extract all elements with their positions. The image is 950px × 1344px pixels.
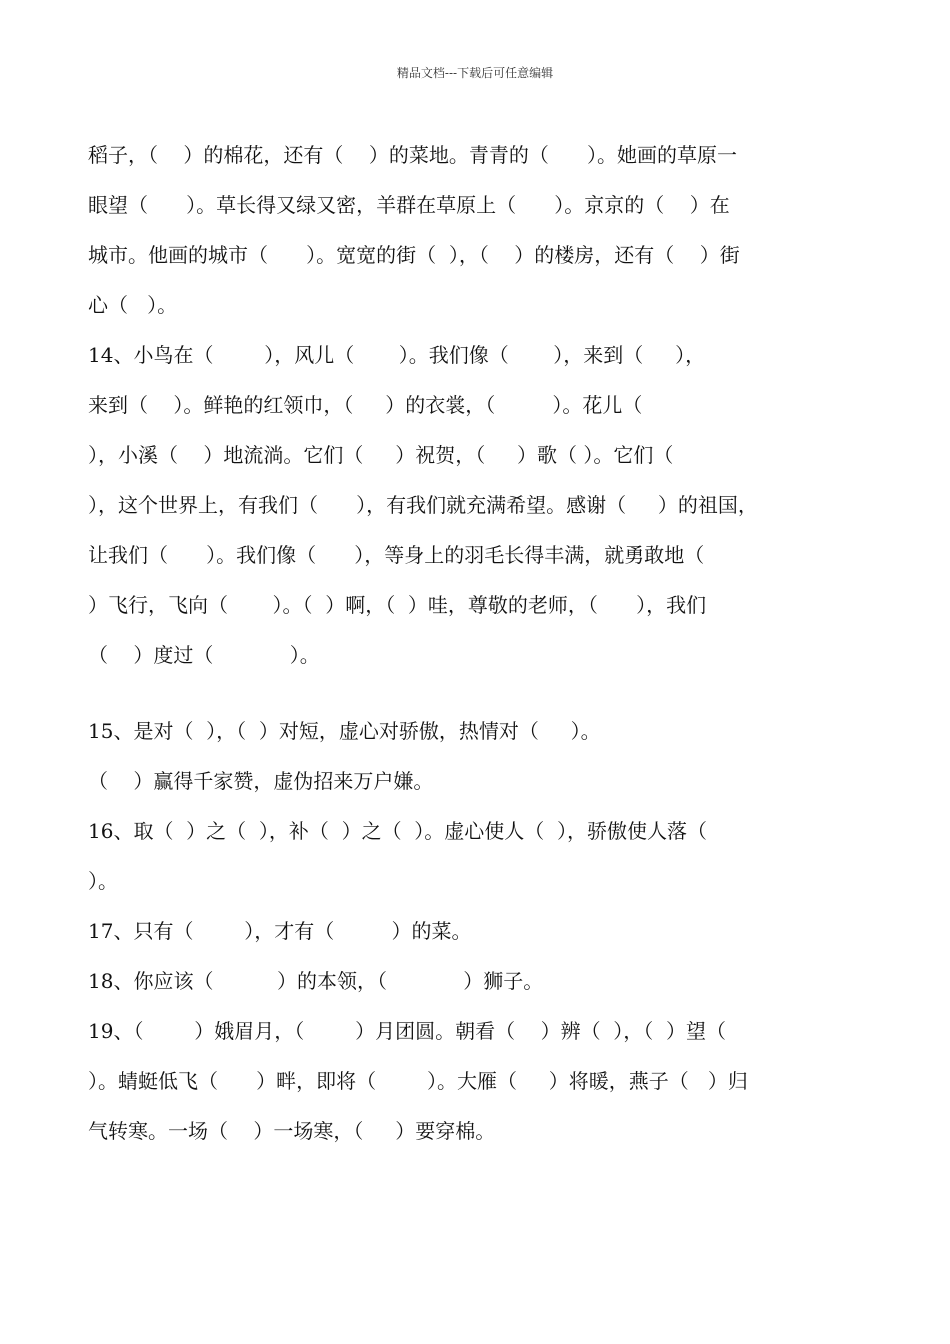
- text-line: 让我们（ ）。我们像（ ），等身上的羽毛长得丰满，就勇敢地（: [88, 543, 705, 567]
- text-line: ）。: [88, 869, 118, 893]
- paragraph-gap: [88, 680, 868, 706]
- text-line: ）。蜻蜓低飞（ ）畔，即将（ ）。大雁（ ）将暖，燕子（ ）归: [88, 1069, 748, 1093]
- text-line: 气转寒。一场（ ）一场寒，（ ）要穿棉。: [88, 1119, 496, 1143]
- question-16: 16、取（ ）之（ ），补（ ）之（ ）。虚心使人（ ），骄傲使人落（: [88, 819, 708, 843]
- question-19: 19、（ ）娥眉月，（ ）月团圆。朝看（ ）辨（ ），（ ）望（: [88, 1019, 727, 1043]
- question-18: 18、你应该（ ）的本领，（ ）狮子。: [88, 969, 544, 993]
- text-line: 城市。他画的城市（ ）。宽宽的街（ ），（ ）的楼房，还有（ ）街: [88, 243, 740, 267]
- text-line: 眼望（ ）。草长得又绿又密，羊群在草原上（ ）。京京的（ ）在: [88, 193, 730, 217]
- worksheet-body: [88, 130, 868, 1156]
- text-line: （ ）度过（ ）。: [88, 643, 320, 667]
- text-line: 稻子，（ ）的棉花，还有（ ）的菜地。青青的（ ）。她画的草原一: [88, 143, 738, 167]
- text-line: 心（ ）。: [88, 293, 178, 317]
- question-15: 15、是对（ ），（ ）对短，虚心对骄傲，热情对（ ）。: [88, 719, 601, 743]
- question-14: 14、小鸟在（ ），风儿（ ）。我们像（ ），来到（ ），: [88, 343, 706, 367]
- page-header: 精品文档---下载后可任意编辑: [396, 66, 554, 80]
- text-line: ），小溪（ ）地流淌。它们（ ）祝贺，（ ）歌（ ）。它们（: [88, 443, 674, 467]
- text-line: ）飞行，飞向（ ）。（ ）啊，（ ）哇，尊敬的老师，（ ），我们: [88, 593, 707, 617]
- question-17: 17、只有（ ），才有（ ）的菜。: [88, 919, 472, 943]
- text-line: 来到（ ）。鲜艳的红领巾，（ ）的衣裳，（ ）。花儿（: [88, 393, 643, 417]
- text-line: （ ）赢得千家赞，虚伪招来万户嫌。: [88, 769, 434, 793]
- text-line: ），这个世界上，有我们（ ），有我们就充满希望。感谢（ ）的祖国，: [88, 493, 758, 517]
